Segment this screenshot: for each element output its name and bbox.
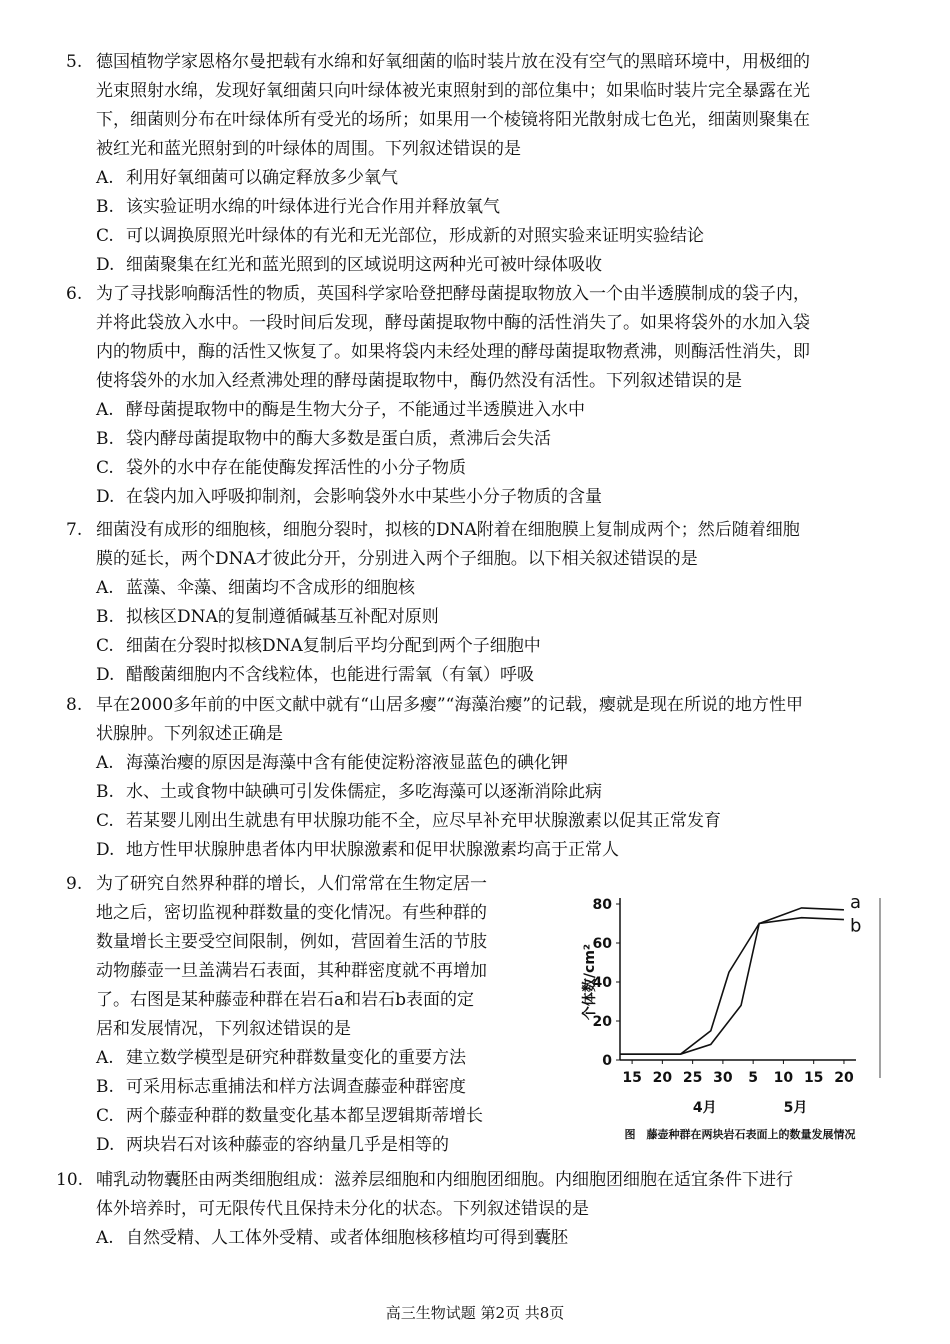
y-tick-label: 80: [592, 897, 612, 913]
option-d: D. 细菌聚集在红光和蓝光照到的区域说明这两种光可被叶绿体吸收: [96, 255, 602, 275]
x-tick-label: 5: [748, 1070, 759, 1086]
question-7: [66, 516, 898, 690]
option-a: A. 酵母菌提取物中的酶是生物大分子，不能通过半透膜进入水中: [96, 400, 585, 420]
x-tick-label: 15: [622, 1070, 642, 1086]
stem-line: 体外培养时，可无限传代且保持未分化的状态。下列叙述错误的是: [96, 1199, 589, 1219]
stem-line: 为了寻找影响酶活性的物质，英国科学家哈登把酵母菌提取物放入一个由半透膜制成的袋子内，: [96, 284, 810, 304]
option-b: B. 可采用标志重捕法和样方法调查藤壶种群密度: [96, 1077, 466, 1097]
option-b: B. 袋内酵母菌提取物中的酶大多数是蛋白质，煮沸后会失活: [96, 429, 551, 449]
option-d: D. 地方性甲状腺肿患者体内甲状腺激素和促甲状腺激素均高于正常人: [96, 840, 619, 860]
series-label-a: a: [849, 891, 861, 913]
stem-line: 光束照射水绵，发现好氧细菌只向叶绿体被光束照射到的部位集中；如果临时装片完全暴露在光: [96, 81, 810, 101]
question-stem: [66, 516, 898, 574]
series-line-a: [620, 908, 844, 1054]
stem-line: 了。右图是某种藤壶种群在岩石a和岩石b表面的定: [96, 990, 475, 1010]
question-number: 10.: [56, 1170, 84, 1190]
x-tick-label: 10: [773, 1070, 794, 1086]
option-a: A. 自然受精、人工体外受精、或者体细胞核移植均可得到囊胚: [96, 1228, 568, 1248]
option-b: B. 拟核区DNA的复制遵循碱基互补配对原则: [96, 607, 439, 627]
question-number: 9.: [66, 874, 83, 894]
option-c: C. 可以调换原照光叶绿体的有光和无光部位，形成新的对照实验来证明实验结论: [96, 226, 704, 246]
question-10: [56, 1166, 898, 1253]
stem-line: 内的物质中，酶的活性又恢复了。如果将袋内未经处理的酵母菌提取物煮沸，则酶活性消失，即: [96, 342, 810, 362]
option-c: C. 若某婴儿刚出生就患有甲状腺功能不全，应尽早补充甲状腺激素以促其正常发育: [96, 811, 721, 831]
y-tick-label: 20: [592, 1014, 612, 1030]
question-stem: [66, 280, 898, 396]
stem-line: 被红光和蓝光照射到的叶绿体的周围。下列叙述错误的是: [96, 139, 521, 159]
option-a: A. 建立数学模型是研究种群数量变化的重要方法: [96, 1048, 466, 1068]
x-tick-label: 25: [682, 1070, 703, 1086]
stem-line: 为了研究自然界种群的增长，人们常常在生物定居一: [96, 874, 487, 894]
question-number: 6.: [66, 284, 83, 304]
option-c: C. 两个藤壶种群的数量变化基本都呈逻辑斯蒂增长: [96, 1106, 483, 1126]
option-c: C. 袋外的水中存在能使酶发挥活性的小分子物质: [96, 458, 466, 478]
stem-line: 细菌没有成形的细胞核，细胞分裂时，拟核的DNA附着在细胞膜上复制成两个；然后随着细胞: [96, 520, 800, 540]
question-8: [66, 691, 898, 865]
question-5: [66, 48, 898, 280]
question-number: 5.: [66, 52, 83, 72]
option-d: D. 醋酸菌细胞内不含线粒体，也能进行需氧（有氧）呼吸: [96, 665, 534, 685]
stem-line: 动物藤壶一旦盖满岩石表面，其种群密度就不再增加: [96, 961, 487, 981]
option-b: B. 水、土或食物中缺碘可引发侏儒症，多吃海藻可以逐渐消除此病: [96, 782, 602, 802]
question-stem: [56, 1166, 898, 1224]
stem-line: 早在2000多年前的中医文献中就有“山居多瘿”“海藻治瘿”的记载，瘿就是现在所说的地方性甲: [96, 695, 804, 715]
stem-line: 数量增长主要受空间限制，例如，营固着生活的节肢: [96, 932, 487, 952]
question-number: 8.: [66, 695, 83, 715]
question-6: [66, 280, 898, 512]
chart-svg: [580, 890, 900, 1148]
question-number: 7.: [66, 520, 83, 540]
question-stem: [66, 691, 898, 749]
x-tick-label: 20: [834, 1070, 854, 1086]
question-stem: [66, 48, 898, 164]
stem-line: 地之后，密切监视种群数量的变化情况。有些种群的: [96, 903, 487, 923]
option-a: A. 海藻治瘿的原因是海藻中含有能使淀粉溶液显蓝色的碘化钾: [96, 753, 568, 773]
x-tick-label: 20: [652, 1070, 673, 1086]
stem-line: 使将袋外的水加入经煮沸处理的酵母菌提取物中，酶仍然没有活性。下列叙述错误的是: [96, 371, 742, 391]
option-b: B. 该实验证明水绵的叶绿体进行光合作用并释放氧气: [96, 197, 500, 217]
option-a: A. 利用好氧细菌可以确定释放多少氧气: [96, 168, 398, 188]
x-tick-label: 30: [713, 1070, 733, 1086]
option-c: C. 细菌在分裂时拟核DNA复制后平均分配到两个子细胞中: [96, 636, 541, 656]
option-d: D. 两块岩石对该种藤壶的容纳量几乎是相等的: [96, 1135, 449, 1155]
y-tick-label: 40: [592, 975, 612, 991]
month-label: 4月: [692, 1100, 717, 1116]
barnacle-population-chart: [580, 890, 900, 1148]
series-line-b: [620, 918, 844, 1055]
stem-line: 下，细菌则分布在叶绿体所有受光的场所；如果用一个棱镜将阳光散射成七色光，细菌则聚集在: [96, 110, 810, 130]
month-label: 5月: [783, 1100, 808, 1116]
option-d: D. 在袋内加入呼吸抑制剂，会影响袋外水中某些小分子物质的含量: [96, 487, 602, 507]
stem-line: 居和发展情况，下列叙述错误的是: [96, 1019, 351, 1039]
stem-line: 并将此袋放入水中。一段时间后发现，酵母菌提取物中酶的活性消失了。如果将袋外的水加入袋: [96, 313, 810, 333]
page-footer: 高三生物试题 第2页 共8页: [385, 1304, 565, 1322]
y-axis-label: 个体数/cm²: [582, 943, 598, 1021]
option-a: A. 蓝藻、伞藻、细菌均不含成形的细胞核: [96, 578, 415, 598]
x-tick-label: 15: [803, 1070, 824, 1086]
stem-line: 哺乳动物囊胚由两类细胞组成：滋养层细胞和内细胞团细胞。内细胞团细胞在适宜条件下进行: [96, 1170, 793, 1190]
y-tick-label: 0: [602, 1053, 612, 1069]
series-label-b: b: [849, 915, 862, 937]
stem-line: 状腺肿。下列叙述正确是: [96, 724, 283, 744]
stem-line: 膜的延长，两个DNA才彼此分开，分别进入两个子细胞。以下相关叙述错误的是: [96, 549, 698, 569]
y-tick-label: 60: [592, 936, 612, 952]
stem-line: 德国植物学家恩格尔曼把载有水绵和好氧细菌的临时装片放在没有空气的黑暗环境中，用极细的: [96, 52, 810, 72]
chart-caption: 图 藤壶种群在两块岩石表面上的数量发展情况: [624, 1128, 856, 1141]
